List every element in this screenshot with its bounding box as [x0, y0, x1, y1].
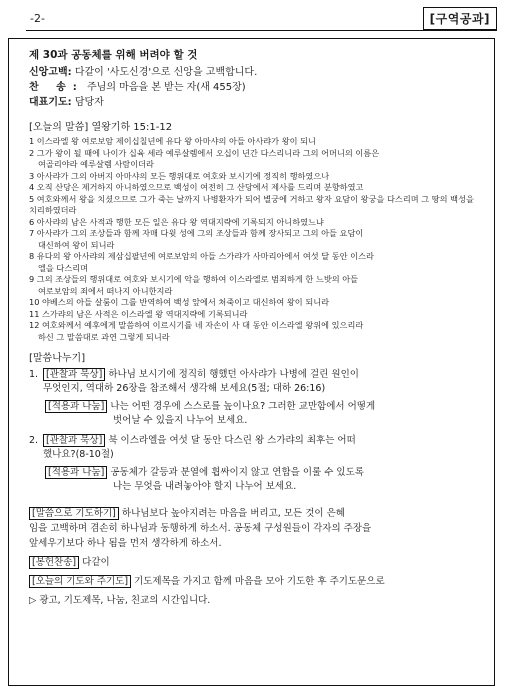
verse-line: 3 아사랴가 그의 아버지 아마샤의 모든 행위대로 여호와 보시기에 정직히 행하였으나 [29, 170, 330, 181]
verse [29, 309, 484, 321]
apply-tag: [적용과 나눔] [45, 466, 107, 479]
verse-line: 9 그의 조상들의 행위대로 여호와 보시기에 악을 행하여 이스라엘로 범죄하게 한 느밧의 아들 [29, 274, 359, 284]
confession-text: 다같이 '사도신경'으로 신앙을 고백합니다. [74, 67, 258, 78]
apply-text-cont: 벗어날 수 있을지 나누어 보세요. [113, 415, 248, 426]
verse [29, 228, 484, 251]
apply-1 [45, 400, 484, 428]
prayer-text: 담당자 [74, 97, 104, 108]
apply-text-cont: 나는 무엇을 내려놓아야 할지 나누어 보세요. [113, 481, 297, 492]
verse [29, 217, 484, 229]
verse [29, 182, 484, 194]
verse-line: 6 아사랴의 남은 사적과 행한 모든 일은 유다 왕 역대지략에 기록되지 아니하였느냐 [29, 216, 324, 227]
closing-prayer-tag: [말씀으로 기도하기] [29, 507, 119, 520]
page-number: -2- [30, 12, 45, 25]
verse-line: 7 아사랴가 그의 조상들과 함께 자매 다윗 성에 그의 조상들과 함께 장사되고 그의 아들 요담이 [29, 228, 364, 238]
question-number: 1. [29, 369, 39, 380]
question-number: 2. [29, 435, 39, 446]
reading-reference: 열왕기하 15:1-12 [91, 122, 173, 133]
discussion-heading: [말씀나누기] [29, 353, 86, 364]
prayer-row [29, 95, 484, 110]
apply-tag: [적용과 나눔] [45, 400, 107, 413]
hymn-label: 찬 송: [29, 82, 84, 93]
verse-line: 2 그가 왕이 될 때에 나이가 십육 세라 예루살렘에서 오십이 년간 다스리니라 그의 어머니의 이름은 [29, 147, 380, 158]
weekly-prayer-tag: [오늘의 기도와 주기도] [29, 575, 131, 588]
section-tag: [구역공과] [423, 7, 497, 30]
apply-text: 공동체가 갈등과 분열에 휩싸이지 않고 연합을 이룰 수 있도록 [110, 467, 364, 478]
verse-line: 11 스가랴의 남은 사적은 이스라엘 왕 역대지략에 기록되니라 [29, 308, 248, 319]
prayer-label: 대표기도: [29, 97, 72, 108]
closing-prayer-text-2: 임을 고백하며 겸손히 하나님과 동행하게 하소서. 공동체 구성원들이 각자의 주장을 [29, 523, 372, 534]
verse [29, 148, 484, 171]
verse [29, 136, 484, 148]
verse-line-cont: 여로보암의 죄에서 떠나지 아니한지라 [38, 285, 173, 296]
verse-line-cont: 여골리야라 예루살렘 사람이더라 [38, 159, 154, 169]
verse [29, 251, 484, 274]
reading-heading [29, 118, 484, 133]
verse [29, 320, 484, 343]
reading-label: [오늘의 말씀] [29, 122, 89, 133]
verse-list [19, 136, 484, 343]
closing-prayer-text: 하나님보다 높아지려는 마음을 버리고, 모든 것이 은혜 [121, 508, 345, 519]
verse-line: 12 여호와께서 예후에게 말씀하여 이르시기를 네 자손이 사 대 동안 이스라엘 왕위에 있으리라 [29, 320, 364, 330]
lesson-title: 제 30과 공동체를 위해 버려야 할 것 [29, 49, 198, 61]
verse-line: 5 여호와께서 왕을 치셨으므로 그가 죽는 날까지 나병환자가 되어 별궁에 거하고 왕자 요담이 왕궁을 다스리며 그 땅의 백성을 치리하였더라 [29, 193, 474, 215]
apply-text: 나는 어떤 경우에 스스로를 높이나요? 그러한 교만함에서 어떻게 [110, 401, 376, 412]
observe-tag: [관찰과 묵상] [43, 368, 105, 381]
offering-row [29, 555, 484, 570]
question-1 [29, 368, 484, 396]
verse-line: 10 야베스의 아들 살룸이 그를 반역하여 백성 앞에서 쳐죽이고 대신하여 왕이 되니라 [29, 297, 330, 307]
apply-2 [45, 466, 484, 494]
verse-line-cont: 엘을 다스리며 [38, 262, 89, 273]
verse-line: 4 오직 산당은 제거하지 아니하였으므로 백성이 여전히 그 산당에서 제사를 드리며 분향하였고 [29, 182, 364, 192]
question-text-cont: 무엇인지, 역대하 26장을 참조해서 생각해 보세요(5절; 대하 26:16) [43, 383, 326, 394]
announcement: ▷ 광고, 기도제목, 나눔, 친교의 시간입니다. [29, 595, 211, 606]
question-text: 북 이스라엘을 여섯 달 동안 다스린 왕 스가랴의 최후는 어떠 [108, 435, 356, 446]
question-text-cont: 했나요?(8-10절) [43, 449, 114, 460]
verse [29, 297, 484, 309]
verse-line-cont: 하신 그 말씀대로 과연 그렇게 되니라 [38, 331, 170, 342]
verse-line-cont: 대신하여 왕이 되니라 [38, 239, 115, 250]
question-text: 하나님 보시기에 정직히 행했던 아사랴가 나병에 걸린 원인이 [108, 369, 359, 380]
confession-row [29, 65, 484, 80]
offering-tag: [봉헌찬송] [29, 556, 79, 569]
lesson-box [8, 38, 495, 686]
closing-prayer-text-3: 앞세우기보다 하나 됨을 먼저 생각하게 하소서. [29, 538, 222, 549]
weekly-prayer-text: 기도제목을 가지고 함께 마음을 모아 기도한 후 주기도문으로 [134, 576, 385, 587]
weekly-prayer-row [29, 574, 484, 589]
verse-line: 8 유다의 왕 아사랴의 제삼십팔년에 여로보암의 아들 스가랴가 사마리아에서 여섯 달 동안 이스라 [29, 251, 374, 261]
hymn-text: 주님의 마음을 본 받는 자(새 455장) [87, 82, 246, 93]
verse [29, 194, 484, 217]
header-rule [26, 30, 497, 31]
verse [29, 171, 484, 183]
confession-label: 신앙고백: [29, 67, 72, 78]
verse-line: 1 이스라엘 왕 여로보암 제이십칠년에 유다 왕 아마샤의 아들 아사랴가 왕이 되니 [29, 136, 316, 146]
hymn-row [29, 80, 484, 95]
closing-prayer [29, 506, 484, 551]
offering-text: 다같이 [82, 557, 110, 568]
question-2 [29, 434, 484, 462]
verse [29, 274, 484, 297]
observe-tag: [관찰과 묵상] [43, 434, 105, 447]
